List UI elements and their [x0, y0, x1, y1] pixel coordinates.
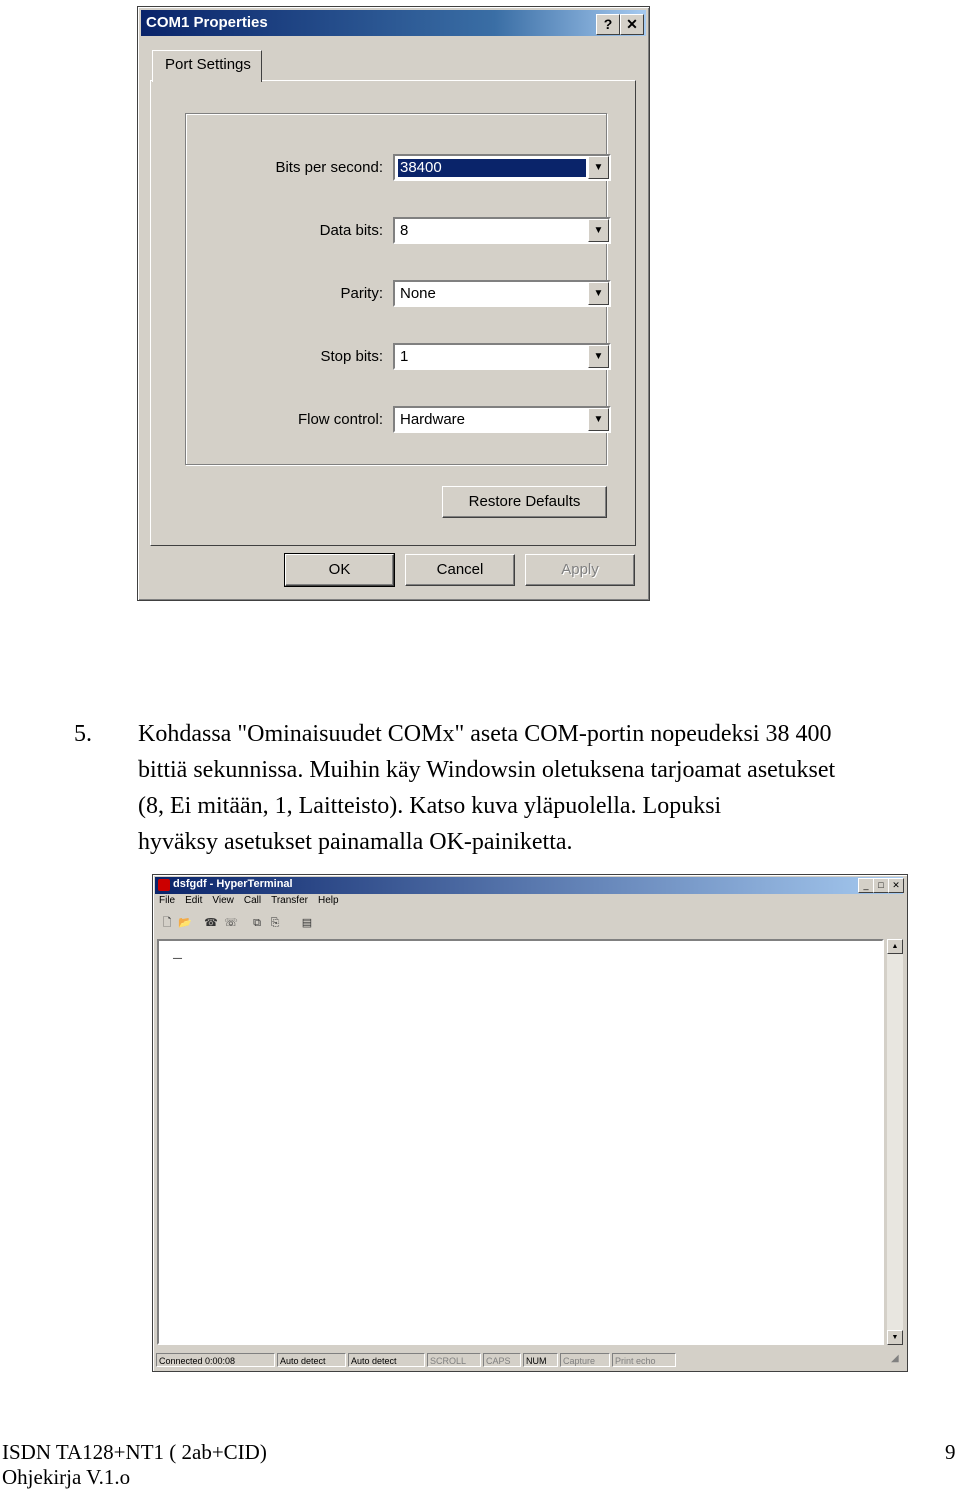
resize-grip-icon[interactable]: ◢ [891, 1353, 899, 1364]
menu-transfer[interactable]: Transfer [271, 895, 308, 906]
instruction-line: (8, Ei mitään, 1, Laitteisto). Katso kuva yläpuolella. Lopuksi [138, 793, 722, 819]
com1-properties-dialog [137, 6, 650, 601]
menu-call[interactable]: Call [243, 895, 262, 906]
vertical-scrollbar[interactable] [887, 939, 903, 1345]
menu-view[interactable]: View [212, 895, 234, 906]
status-auto-detect-2: Auto detect [348, 1353, 425, 1367]
dialog-title: COM1 Properties [146, 14, 268, 31]
status-connected: Connected 0:00:08 [156, 1353, 275, 1367]
instruction-line: bittiä sekunnissa. Muihin käy Windowsin oletuksena tarjoamat asetukset [138, 757, 836, 783]
properties-icon[interactable]: ▤ [301, 917, 313, 929]
status-auto-detect-1: Auto detect [277, 1353, 346, 1367]
scroll-down-icon[interactable]: ▼ [887, 1330, 903, 1345]
dialog-titlebar [141, 10, 646, 36]
hyperterminal-title: dsfgdf - HyperTerminal [173, 878, 293, 890]
close-button[interactable]: ✕ [620, 14, 644, 35]
data-bits-label: Data bits: [319, 222, 383, 239]
chevron-down-icon[interactable]: ▼ [588, 408, 609, 431]
terminal-cursor: _ [173, 945, 183, 962]
menu-bar [159, 895, 339, 906]
chevron-down-icon[interactable]: ▼ [588, 282, 609, 305]
flow-control-label: Flow control: [297, 411, 383, 428]
data-bits-select[interactable] [393, 217, 611, 244]
step-number: 5. [74, 721, 92, 747]
bits-per-second-value: 38400 [398, 159, 586, 177]
hyperterminal-window [152, 874, 908, 1372]
new-file-icon[interactable]: 🗋 [162, 917, 172, 929]
footer-manual: Ohjekirja V.1.o [2, 1465, 131, 1489]
open-folder-icon[interactable]: 📂 [178, 917, 192, 929]
disconnect-icon[interactable]: ☏ [224, 917, 238, 929]
restore-defaults-button[interactable]: Restore Defaults [442, 486, 607, 518]
status-num: NUM [523, 1353, 558, 1367]
apply-button[interactable]: Apply [525, 554, 635, 586]
stop-bits-select[interactable] [393, 343, 611, 370]
minimize-icon[interactable]: _ [858, 878, 874, 893]
bits-per-second-label: Bits per second: [275, 159, 383, 176]
menu-help[interactable]: Help [317, 895, 339, 906]
tab-port-settings[interactable]: Port Settings [152, 50, 262, 82]
status-print-echo: Print echo [612, 1353, 676, 1367]
instruction-line: hyväksy asetukset painamalla OK-painiketta. [138, 829, 573, 855]
stop-bits-label: Stop bits: [320, 348, 383, 365]
chevron-down-icon[interactable]: ▼ [588, 219, 609, 242]
parity-label: Parity: [340, 285, 383, 302]
menu-file[interactable]: File [159, 895, 176, 906]
menu-edit[interactable]: Edit [185, 895, 203, 906]
receive-icon[interactable]: ⎘ [270, 917, 280, 929]
bits-per-second-select[interactable] [393, 154, 611, 181]
footer-product: ISDN TA128+NT1 ( 2ab+CID) [2, 1440, 267, 1464]
help-button[interactable]: ? [596, 14, 620, 35]
terminal-area[interactable] [157, 939, 884, 1345]
instruction-line: Kohdassa "Ominaisuudet COMx" aseta COM-portin nopeudeksi 38 400 [138, 721, 832, 747]
hyperterminal-app-icon [158, 879, 170, 891]
flow-control-select[interactable] [393, 406, 611, 433]
scroll-up-icon[interactable]: ▲ [887, 939, 903, 954]
chevron-down-icon[interactable]: ▼ [588, 345, 609, 368]
parity-select[interactable] [393, 280, 611, 307]
maximize-icon[interactable]: □ [873, 878, 889, 893]
ok-button[interactable]: OK [285, 554, 394, 586]
call-icon[interactable]: ☎ [204, 917, 218, 929]
status-capture: Capture [560, 1353, 610, 1367]
close-icon[interactable]: ✕ [888, 878, 904, 893]
instruction-text [138, 716, 958, 860]
flow-control-value: Hardware [400, 411, 466, 428]
settings-group [185, 113, 607, 465]
cancel-button[interactable]: Cancel [405, 554, 515, 586]
data-bits-value: 8 [400, 222, 409, 239]
parity-value: None [400, 285, 436, 302]
status-scroll: SCROLL [427, 1353, 481, 1367]
chevron-down-icon[interactable]: ▼ [588, 156, 609, 179]
send-icon[interactable]: ⧉ [253, 917, 261, 929]
status-caps: CAPS [483, 1353, 521, 1367]
page-number: 9 [945, 1440, 956, 1464]
stop-bits-value: 1 [400, 348, 409, 365]
port-settings-panel [150, 80, 636, 546]
hyperterminal-titlebar [155, 877, 903, 894]
